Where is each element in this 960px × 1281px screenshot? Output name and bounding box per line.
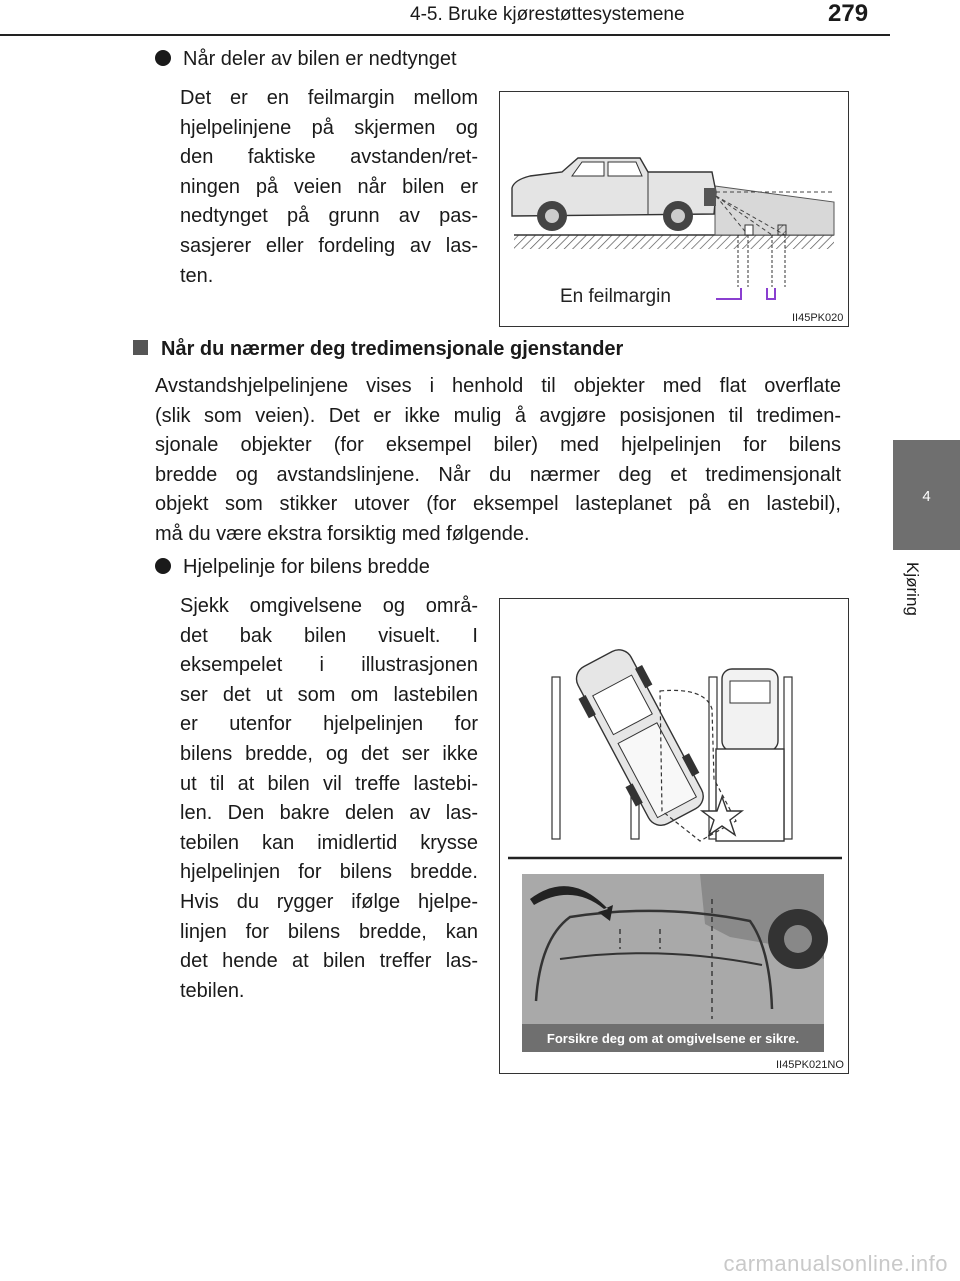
text-line: det hende at bilen treffer las- (180, 950, 478, 973)
reversing-car-icon (566, 642, 713, 833)
text-line: tebilen kan imidlertid krysse (180, 831, 478, 854)
heading-square-icon (133, 340, 148, 355)
figure-error-margin (499, 91, 849, 327)
bullet-dot-icon (155, 50, 171, 66)
text-line: sasjerer eller fordeling av las- (180, 234, 478, 257)
text-line: er utenfor hjelpelinjen for (180, 713, 478, 736)
block1-paragraph (180, 84, 478, 291)
text-line: len. Den bakre delen av las- (180, 802, 478, 825)
text-line: eksempelet i illustrasjonen (180, 654, 478, 677)
text-line: ten. (180, 264, 214, 287)
section2-paragraph (155, 372, 841, 550)
text-line: (slik som veien). Det er ikke mulig å avgjøre posisjonen til tredimen- (155, 404, 841, 427)
pickup-truck-icon (512, 158, 716, 231)
bullet-dot-icon (155, 558, 171, 574)
chapter-label-text: Kjøring (903, 562, 922, 616)
error-margin-bracket (716, 288, 775, 299)
text-line: ser det ut som om lastebilen (180, 683, 478, 706)
text-line: linjen for bilens bredde, kan (180, 920, 478, 943)
text-line: ningen på veien når bilen er (180, 175, 478, 198)
figure1-label: En feilmargin (560, 286, 671, 307)
text-line: bredde og avstandslinjene. Når du nærmer deg et tredimensjonalt (155, 463, 841, 486)
bullet-text: Hjelpelinje for bilens bredde (183, 556, 430, 578)
text-line: det bak bilen visuelt. I (180, 624, 478, 647)
text-line: Avstandshjelpelinjene vises i henhold til objekter med flat overflate (155, 375, 841, 397)
object-marker (778, 225, 786, 235)
watermark: carmanualsonline.info (723, 1251, 948, 1276)
section-heading (133, 338, 623, 361)
page-number: 279 (828, 0, 869, 27)
text-line: ut til at bilen vil treffe lastebi- (180, 772, 478, 795)
text-line: objekt som stikker utover (for eksempel lasteplanet på en lastebil), (155, 493, 841, 516)
running-header: 4-5. Bruke kjørestøttesystemene (410, 4, 685, 25)
text-line: nedtynget på grunn av pas- (180, 205, 478, 228)
bullet-text: Når deler av bilen er nedtynget (183, 48, 457, 70)
heading-text: Når du nærmer deg tredimensjonale gjenstander (161, 338, 624, 360)
text-line: bilens bredde, og det ser ikke (180, 742, 478, 765)
text-line: Sjekk omgivelsene og områ- (180, 595, 478, 617)
screen-message: Forsikre deg om at omgivelsene er sikre. (546, 1031, 800, 1046)
parking-illustration (500, 599, 848, 1073)
figure2-code: II45PK021NO (776, 1059, 844, 1071)
road-hatching (514, 235, 834, 249)
text-line: hjelpelinjen for bilens bredde. (180, 861, 478, 884)
text-line: sjonale objekter (for eksempel biler) med hjelpelinjen for bilens (155, 434, 841, 457)
text-line: må du være ekstra forsiktig med følgende. (155, 522, 530, 545)
text-line: den faktiske avstanden/ret- (180, 146, 478, 169)
text-line: tebilen. (180, 979, 245, 1002)
chapter-number: 4 (922, 488, 931, 505)
text-line: Hvis du rygger ifølge hjelpe- (180, 890, 478, 913)
header-rule (0, 34, 890, 36)
camera-screen (522, 874, 828, 1052)
bullet-weighted (155, 48, 457, 71)
rear-obstacle-wall (715, 186, 834, 235)
figure-width-guide (499, 598, 849, 1074)
text-line: Det er en feilmargin mellom (180, 87, 478, 109)
chapter-label (900, 562, 930, 642)
figure1-code: II45PK020 (792, 312, 844, 324)
bullet-width-guide (155, 556, 430, 579)
pickup-error-margin-illustration (500, 92, 848, 326)
object-marker (745, 225, 753, 235)
section2-sub-paragraph (180, 592, 478, 1006)
text-line: hjelpelinjene på skjermen og (180, 116, 478, 139)
